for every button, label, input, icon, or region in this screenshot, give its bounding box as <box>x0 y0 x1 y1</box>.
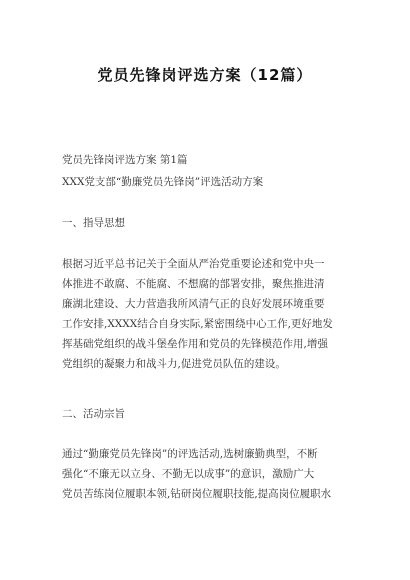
section-heading-guiding-ideology: 一、指导思想 <box>62 217 125 229</box>
article-subtitle: 党员先锋岗评选方案 第1篇 <box>62 154 188 166</box>
paragraph-line: 根据习近平总书记关于全面从严治党重要论述和党中央一 <box>62 258 325 270</box>
paragraph-line: 挥基础党组织的战斗堡垒作用和党员的先锋模范作用,增强 <box>62 338 328 350</box>
plan-title: XXX党支部“勤廉党员先锋岗”评选活动方案 <box>62 176 264 188</box>
paragraph-line: 体推进不敢腐、不能腐、不想腐的部署安排，聚焦推进清 <box>62 278 325 290</box>
paragraph-line: 廉湖北建设、大力营造我所风清气正的良好发展环境重要 <box>62 298 325 310</box>
paragraph-line: 党组织的凝聚力和战斗力,促进党员队伍的建设。 <box>62 358 286 370</box>
paragraph-line: 党员苦练岗位履职本领,钻研岗位履职技能,提高岗位履职水 <box>62 488 332 500</box>
paragraph-line: 强化“不廉无以立身、不勤无以成事”的意识，激励广大 <box>62 468 315 480</box>
section-paragraph-guiding-ideology <box>62 254 352 374</box>
paragraph-line: 工作安排,XXXX结合自身实际,紧密围绕中心工作,更好地发 <box>62 318 333 330</box>
section-heading-activity-purpose: 二、活动宗旨 <box>62 408 125 420</box>
section-paragraph-activity-purpose <box>62 444 352 504</box>
document-title: 党员先锋岗评选方案（12篇） <box>97 66 313 84</box>
paragraph-line: 通过“勤廉党员先锋岗”的评选活动,选树廉勤典型，不断 <box>62 448 318 460</box>
